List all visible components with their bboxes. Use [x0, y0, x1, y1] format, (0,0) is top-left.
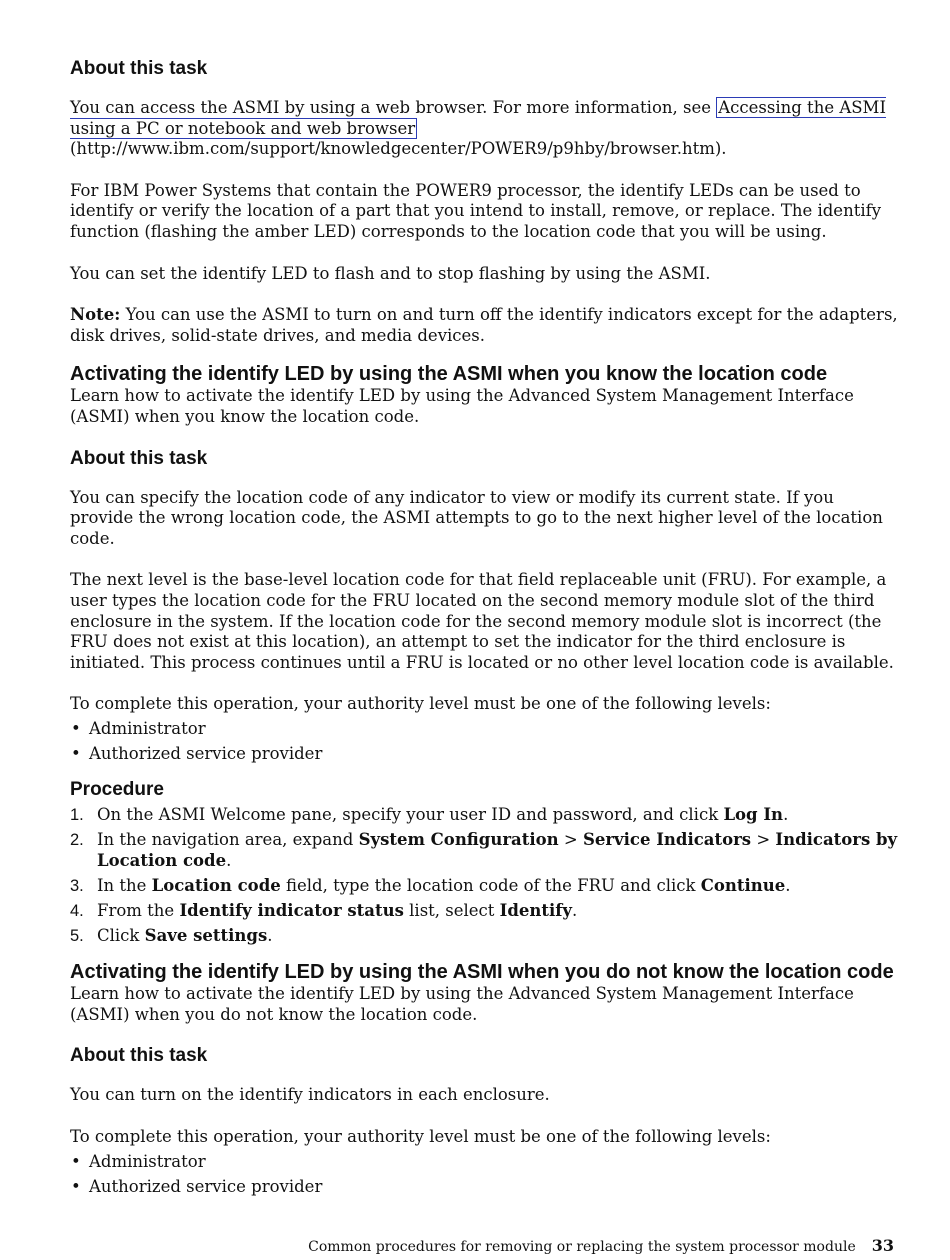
step-text: .	[572, 900, 578, 920]
procedure-step	[70, 901, 898, 922]
authority-level-list	[70, 1152, 898, 1198]
section-heading-about-task: About this task	[70, 447, 208, 469]
topic-title-unknown-location: Activating the identify LED by using the ASMI when you do not know the location code	[70, 961, 894, 984]
page-footer	[308, 1236, 894, 1255]
topic-intro-know-location: Learn how to activate the identify LED by using the Advanced System Management Interface (ASMI) when you know the location code.	[70, 386, 854, 426]
step-text: list, select	[403, 900, 500, 920]
paragraph-turn-on-indicators: You can turn on the identify indicators in each enclosure.	[70, 1085, 550, 1105]
step-number: 3.	[70, 876, 84, 895]
procedure-step	[70, 876, 898, 897]
list-item: • Administrator	[70, 1152, 898, 1173]
paragraph-text: You can access the ASMI by using a web browser. For more information, see	[70, 98, 711, 117]
paragraph-set-identify: You can set the identify LED to flash and to stop flashing by using the ASMI.	[70, 263, 711, 283]
step-text: .	[267, 925, 273, 945]
page-number: 33	[871, 1236, 894, 1255]
page-content	[70, 58, 898, 1203]
step-ui-term: Indicators by Location code	[97, 830, 898, 870]
procedure-step	[70, 926, 898, 947]
step-ui-term: Identify	[499, 900, 572, 920]
section-heading-about-task: About this task	[70, 58, 208, 79]
topic-title-know-location: Activating the identify LED by using the ASMI when you know the location code	[70, 363, 828, 386]
list-item: • Administrator	[70, 719, 898, 740]
step-text: .	[226, 850, 232, 870]
paragraph-specify-location: You can specify the location code of any indicator to view or modify its current state. If you provide the wrong location code, the ASMI attempts to go to the next higher level of the location code.	[70, 487, 883, 548]
step-text: In the navigation area, expand	[97, 830, 359, 850]
step-ui-term: Service Indicators	[582, 830, 752, 850]
step-ui-term: Location code	[151, 875, 281, 895]
paragraph-authority-level: To complete this operation, your authority level must be one of the following levels:	[70, 1126, 771, 1146]
accessing-asmi-link[interactable]: Accessing the ASMI using a PC or notebook and web browser	[70, 98, 886, 138]
step-ui-term: System Configuration	[358, 830, 559, 850]
section-heading-procedure: Procedure	[70, 779, 164, 801]
step-ui-term: Identify indicator status	[179, 900, 404, 920]
step-text: .	[785, 875, 791, 895]
step-text: .	[783, 805, 789, 825]
procedure-step	[70, 830, 898, 871]
paragraph-access-asmi	[70, 98, 898, 160]
procedure-steps	[70, 805, 898, 946]
list-item: • Authorized service provider	[70, 744, 898, 765]
list-item: • Authorized service provider	[70, 1177, 898, 1198]
authority-level-list	[70, 719, 898, 765]
step-text: From the	[97, 900, 180, 920]
note-paragraph	[70, 305, 898, 346]
note-text: You can use the ASMI to turn on and turn off the identify indicators except for the adapters, disk drives, solid-state drives, and media devices.	[70, 305, 898, 345]
paragraph-identify-leds: For IBM Power Systems that contain the POWER9 processor, the identify LEDs can be used to identify or verify the location of a part that you intend to install, remove, or replace. The identify function (flashing the amber LED) corresponds to the location code that you will be using.	[70, 180, 882, 241]
paragraph-authority-level: To complete this operation, your authority level must be one of the following levels:	[70, 694, 771, 714]
step-ui-term: Log In	[723, 805, 784, 825]
step-text: >	[751, 830, 776, 850]
section-heading-about-task: About this task	[70, 1045, 208, 1067]
step-number: 4.	[70, 901, 84, 920]
note-label: Note:	[70, 305, 121, 325]
step-text: In the	[97, 875, 152, 895]
procedure-step	[70, 805, 898, 826]
step-text: On the ASMI Welcome pane, specify your user ID and password, and click	[97, 805, 724, 825]
step-text: Click	[97, 925, 145, 945]
footer-title: Common procedures for removing or replacing the system processor module	[308, 1239, 856, 1255]
step-text: >	[558, 830, 583, 850]
paragraph-next-level: The next level is the base-level location code for that field replaceable unit (FRU). For example, a user types the location code for the FRU located on the second memory module slot of the third enclosure in the system. If the location code for the second memory module slot is incorrect (the FRU does not exist at this location), an attempt to set the indicator for the third enclosure is initiated. This process continues until a FRU is located or no other level location code is available.	[70, 570, 894, 672]
step-ui-term: Save settings	[144, 925, 268, 945]
topic-intro-unknown-location: Learn how to activate the identify LED by using the Advanced System Management Interface (ASMI) when you do not know the location code.	[70, 984, 854, 1024]
step-number: 2.	[70, 831, 84, 850]
step-number: 5.	[70, 926, 84, 945]
step-number: 1.	[70, 806, 84, 825]
step-text: field, type the location code of the FRU and click	[280, 875, 701, 895]
step-ui-term: Continue	[700, 875, 786, 895]
link-url-text: (http://www.ibm.com/support/knowledgecenter/POWER9/p9hby/browser.htm).	[70, 139, 727, 159]
